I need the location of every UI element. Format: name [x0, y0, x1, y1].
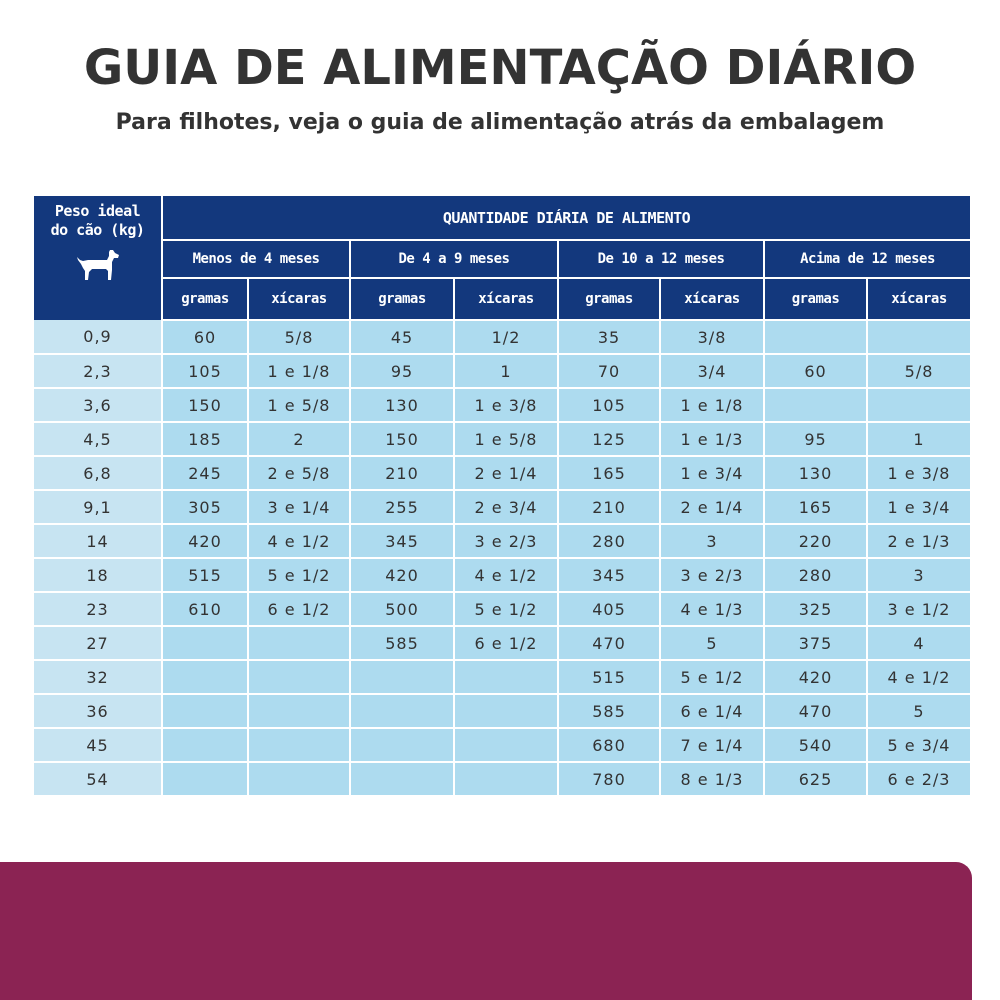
table-row	[34, 524, 970, 558]
weight-cell: 54	[34, 762, 162, 796]
table-cell: 3	[867, 558, 970, 592]
page-subtitle: Para filhotes, veja o guia de alimentação atrás da embalagem	[115, 110, 885, 135]
table-cell	[350, 694, 454, 728]
unit-header: xícaras	[248, 278, 350, 320]
weight-header	[34, 196, 162, 320]
weight-header-line2: do cão (kg)	[50, 221, 145, 239]
unit-header: xícaras	[660, 278, 764, 320]
table-cell: 405	[558, 592, 660, 626]
weight-cell: 3,6	[34, 388, 162, 422]
table-cell: 5	[660, 626, 764, 660]
table-cell: 515	[558, 660, 660, 694]
page-title: GUIA DE ALIMENTAÇÃO DIÁRIO	[83, 40, 917, 96]
table-cell: 130	[350, 388, 454, 422]
weight-header-line1: Peso ideal	[54, 202, 141, 220]
unit-header: gramas	[764, 278, 867, 320]
table-cell: 45	[350, 320, 454, 354]
weight-cell: 27	[34, 626, 162, 660]
table-cell: 1	[454, 354, 558, 388]
table-body	[34, 320, 970, 796]
unit-header: xícaras	[454, 278, 558, 320]
table-row	[34, 490, 970, 524]
table-cell	[162, 762, 248, 796]
table-cell	[248, 728, 350, 762]
table-cell: 515	[162, 558, 248, 592]
table-cell: 5	[867, 694, 970, 728]
table-cell	[248, 694, 350, 728]
age-group-header: De 10 a 12 meses	[558, 240, 764, 278]
table-row	[34, 456, 970, 490]
table-cell: 3/4	[660, 354, 764, 388]
table-cell: 2 e 1/4	[454, 456, 558, 490]
table-cell: 150	[162, 388, 248, 422]
table-cell: 60	[764, 354, 867, 388]
table-cell	[350, 762, 454, 796]
age-group-header: Acima de 12 meses	[764, 240, 970, 278]
weight-cell: 6,8	[34, 456, 162, 490]
table-cell	[350, 728, 454, 762]
table-cell: 1 e 3/4	[867, 490, 970, 524]
table-cell	[350, 660, 454, 694]
table-cell	[248, 762, 350, 796]
feeding-table	[34, 196, 970, 797]
table-cell: 3 e 2/3	[454, 524, 558, 558]
weight-cell: 4,5	[34, 422, 162, 456]
table-cell: 210	[558, 490, 660, 524]
table-cell: 420	[350, 558, 454, 592]
table-cell: 35	[558, 320, 660, 354]
weight-cell: 14	[34, 524, 162, 558]
table-cell: 1 e 3/8	[867, 456, 970, 490]
table-cell: 4 e 1/3	[660, 592, 764, 626]
table-cell: 780	[558, 762, 660, 796]
table-cell: 500	[350, 592, 454, 626]
table-row	[34, 660, 970, 694]
table-cell: 1	[867, 422, 970, 456]
table-cell: 5 e 3/4	[867, 728, 970, 762]
weight-cell: 45	[34, 728, 162, 762]
table-cell: 470	[764, 694, 867, 728]
table-cell: 165	[558, 456, 660, 490]
table-cell: 5 e 1/2	[660, 660, 764, 694]
table-row	[34, 422, 970, 456]
unit-header: gramas	[162, 278, 248, 320]
table-cell: 1 e 5/8	[248, 388, 350, 422]
table-cell: 1/2	[454, 320, 558, 354]
table-cell: 60	[162, 320, 248, 354]
table-cell: 3 e 1/2	[867, 592, 970, 626]
table-row	[34, 728, 970, 762]
table-cell: 280	[764, 558, 867, 592]
table-cell: 210	[350, 456, 454, 490]
table-cell: 4 e 1/2	[454, 558, 558, 592]
table-cell	[162, 626, 248, 660]
table-row	[34, 592, 970, 626]
table-cell: 4 e 1/2	[248, 524, 350, 558]
bottom-color-band	[0, 862, 972, 1000]
table-cell: 255	[350, 490, 454, 524]
table-cell: 1 e 1/3	[660, 422, 764, 456]
weight-cell: 0,9	[34, 320, 162, 354]
dog-icon	[76, 248, 120, 282]
weight-cell: 9,1	[34, 490, 162, 524]
table-cell: 325	[764, 592, 867, 626]
unit-header-row	[34, 278, 970, 320]
table-cell	[162, 694, 248, 728]
table-row	[34, 762, 970, 796]
table-cell: 125	[558, 422, 660, 456]
table-cell: 105	[162, 354, 248, 388]
age-group-header: Menos de 4 meses	[162, 240, 350, 278]
table-cell: 305	[162, 490, 248, 524]
table-cell: 345	[350, 524, 454, 558]
table-cell: 5/8	[867, 354, 970, 388]
table-cell: 1 e 1/8	[660, 388, 764, 422]
table-cell	[454, 762, 558, 796]
weight-cell: 18	[34, 558, 162, 592]
table-row	[34, 320, 970, 354]
table-cell: 245	[162, 456, 248, 490]
table-row	[34, 354, 970, 388]
table-cell: 625	[764, 762, 867, 796]
table-cell: 680	[558, 728, 660, 762]
table-cell: 4 e 1/2	[867, 660, 970, 694]
unit-header: xícaras	[867, 278, 970, 320]
table-cell: 6 e 2/3	[867, 762, 970, 796]
table-cell: 3 e 2/3	[660, 558, 764, 592]
table-cell: 540	[764, 728, 867, 762]
table-cell: 610	[162, 592, 248, 626]
table-cell: 2	[248, 422, 350, 456]
table-cell: 220	[764, 524, 867, 558]
table-header-row-main	[34, 196, 970, 240]
table-cell: 4	[867, 626, 970, 660]
table-cell	[248, 626, 350, 660]
table-cell: 470	[558, 626, 660, 660]
table-cell: 2 e 5/8	[248, 456, 350, 490]
table-cell: 2 e 1/4	[660, 490, 764, 524]
table-cell: 1 e 3/4	[660, 456, 764, 490]
table-cell: 1 e 5/8	[454, 422, 558, 456]
table-cell	[248, 660, 350, 694]
table-cell: 1 e 1/8	[248, 354, 350, 388]
table-cell: 3 e 1/4	[248, 490, 350, 524]
weight-cell: 32	[34, 660, 162, 694]
table-cell: 8 e 1/3	[660, 762, 764, 796]
table-cell: 345	[558, 558, 660, 592]
table-cell: 420	[162, 524, 248, 558]
age-group-header: De 4 a 9 meses	[350, 240, 558, 278]
table-cell: 375	[764, 626, 867, 660]
table-cell	[454, 660, 558, 694]
table-cell: 5 e 1/2	[248, 558, 350, 592]
table-cell: 585	[558, 694, 660, 728]
table-cell: 420	[764, 660, 867, 694]
table-cell: 5/8	[248, 320, 350, 354]
table-cell: 1 e 3/8	[454, 388, 558, 422]
table-cell: 3/8	[660, 320, 764, 354]
age-group-row	[34, 240, 970, 278]
table-cell	[764, 320, 867, 354]
weight-cell: 2,3	[34, 354, 162, 388]
table-cell: 95	[764, 422, 867, 456]
table-cell: 130	[764, 456, 867, 490]
table-row	[34, 388, 970, 422]
table-row	[34, 626, 970, 660]
table-cell: 7 e 1/4	[660, 728, 764, 762]
table-cell: 3	[660, 524, 764, 558]
table-cell	[764, 388, 867, 422]
table-cell	[162, 728, 248, 762]
table-cell: 70	[558, 354, 660, 388]
table-cell	[867, 388, 970, 422]
table-row	[34, 558, 970, 592]
table-cell: 585	[350, 626, 454, 660]
table-row	[34, 694, 970, 728]
table-cell	[162, 660, 248, 694]
unit-header: gramas	[558, 278, 660, 320]
unit-header: gramas	[350, 278, 454, 320]
table-cell: 6 e 1/2	[248, 592, 350, 626]
weight-cell: 23	[34, 592, 162, 626]
table-cell: 165	[764, 490, 867, 524]
table-cell: 105	[558, 388, 660, 422]
table-cell	[454, 728, 558, 762]
table-cell: 6 e 1/2	[454, 626, 558, 660]
table-cell: 2 e 3/4	[454, 490, 558, 524]
table-cell	[867, 320, 970, 354]
table-cell: 95	[350, 354, 454, 388]
daily-amount-header: QUANTIDADE DIÁRIA DE ALIMENTO	[162, 196, 970, 240]
table-cell: 185	[162, 422, 248, 456]
table-cell: 280	[558, 524, 660, 558]
table-cell	[454, 694, 558, 728]
table-cell: 2 e 1/3	[867, 524, 970, 558]
table-cell: 5 e 1/2	[454, 592, 558, 626]
table-cell: 6 e 1/4	[660, 694, 764, 728]
table-cell: 150	[350, 422, 454, 456]
weight-cell: 36	[34, 694, 162, 728]
